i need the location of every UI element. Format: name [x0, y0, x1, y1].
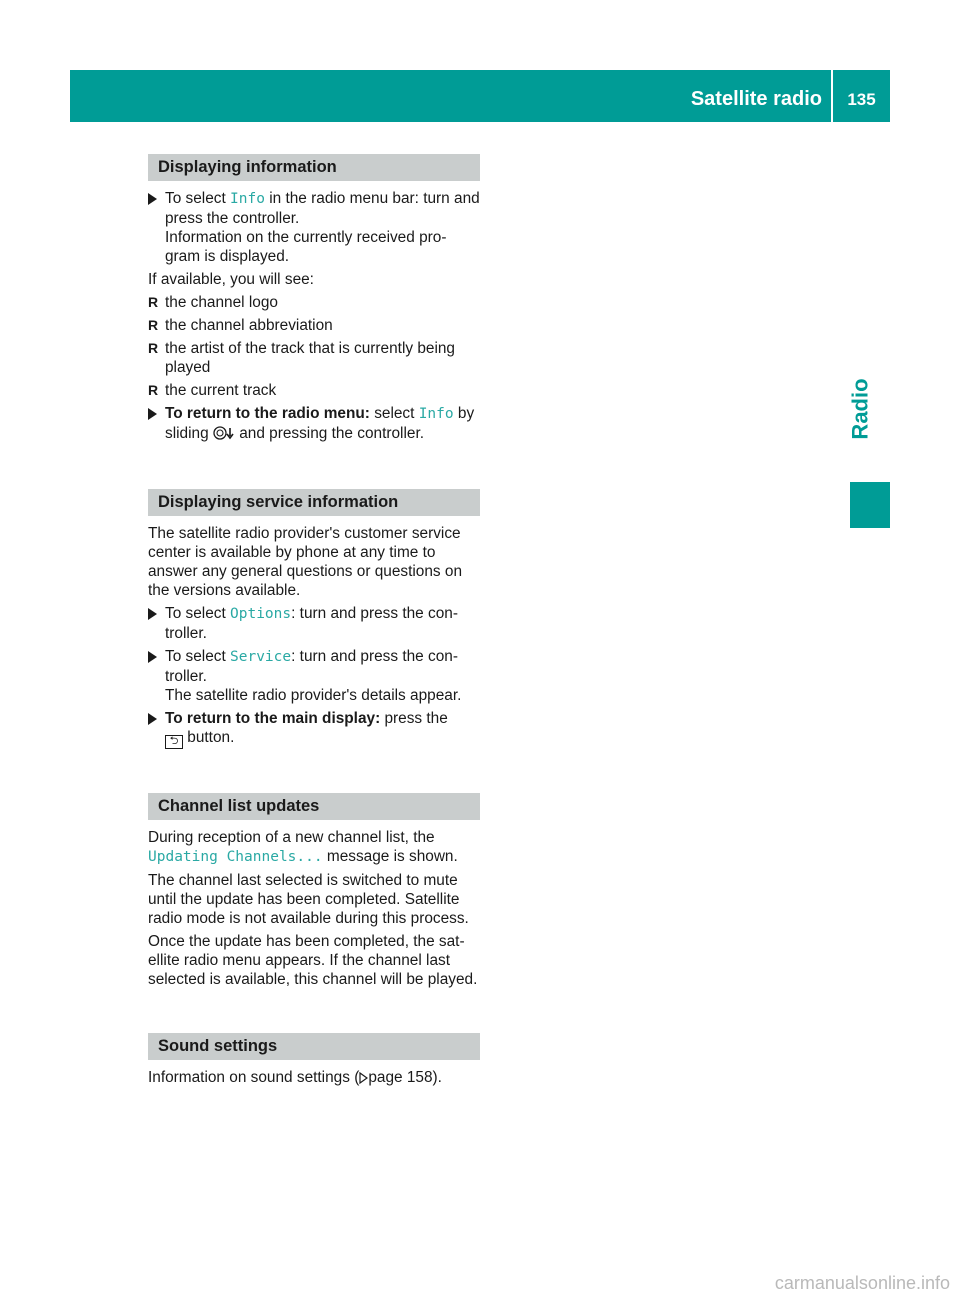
step-label: To return to the radio menu: [165, 405, 370, 422]
section-title-channel-list-updates: Channel list updates [148, 793, 480, 820]
step-result: The satellite radio provider's details appear. [165, 687, 462, 704]
step-text: sliding [165, 425, 213, 442]
menu-item-options: Options [230, 606, 292, 622]
step-text: in the radio menu bar: turn and press the controller. [165, 190, 480, 227]
menu-item-service: Service [230, 649, 292, 665]
step-arrow-icon [148, 651, 157, 663]
menu-item-info: Info [418, 406, 454, 422]
step-text: button. [183, 729, 235, 746]
page-header [70, 70, 890, 122]
section-title-service-information: Displaying service information [148, 489, 480, 516]
message-updating-channels: Updating Channels... [148, 849, 323, 865]
step-arrow-icon [148, 408, 157, 420]
menu-item-info: Info [230, 191, 265, 207]
step-select-options [148, 604, 480, 643]
list-item [148, 316, 480, 335]
step-text: press the [380, 710, 448, 727]
step-return-main-display [148, 709, 480, 749]
step-result: Information on the currently received pro-gram is displayed. [165, 229, 447, 265]
bullet-icon: R [148, 317, 159, 333]
channel-updates-p3: Once the update has been completed, the sat-ellite radio menu appears. If the channel last selected is available, this channel will be played. [148, 933, 478, 988]
bullet-icon: R [148, 340, 159, 356]
channel-updates-p1 [148, 828, 480, 867]
step-select-info [148, 189, 480, 266]
step-arrow-icon [148, 713, 157, 725]
step-text: : turn and press the con-troller. [165, 648, 458, 685]
list-item [148, 293, 480, 312]
para-text: Information on sound settings ( [148, 1069, 360, 1086]
step-select-service [148, 647, 480, 705]
back-button-icon: ⮌ [165, 735, 183, 749]
channel-updates-p2: The channel last selected is switched to mute until the update has been completed. Satellite radio mode is not available during this process. [148, 872, 469, 927]
list-item [148, 381, 480, 400]
page-number: 135 [847, 90, 876, 109]
list-item-text: the channel logo [165, 294, 278, 311]
chapter-title: Satellite radio [690, 88, 822, 110]
page-content [148, 154, 480, 1093]
page-reference-link[interactable]: page 158 [368, 1069, 433, 1086]
sound-settings-text [148, 1068, 480, 1089]
step-text: and pressing the controller. [234, 425, 424, 442]
step-return-radio-menu [148, 404, 480, 445]
page-ref-arrow-icon [359, 1070, 368, 1089]
bullet-icon: R [148, 294, 159, 310]
list-item-text: the channel abbreviation [165, 317, 333, 334]
list-item-text: the artist of the track that is currently being played [165, 340, 455, 376]
bullet-icon: R [148, 382, 159, 398]
step-text: by [453, 405, 475, 422]
controller-slide-icon [213, 426, 235, 445]
step-text: : turn and press the con-troller. [165, 605, 458, 642]
footer-watermark: carmanualsonline.info [774, 1273, 950, 1293]
side-tab-label: Radio [847, 378, 873, 440]
step-text: To select [165, 648, 231, 665]
step-text: select [369, 405, 419, 422]
list-item [148, 339, 480, 377]
if-available-text: If available, you will see: [148, 271, 314, 288]
step-text: To select [165, 605, 231, 622]
side-tab [830, 340, 890, 478]
section-title-sound-settings: Sound settings [148, 1033, 480, 1060]
para-text: ). [432, 1069, 442, 1086]
step-label: To return to the main display: [165, 710, 381, 727]
section-title-displaying-information: Displaying information [148, 154, 480, 181]
step-arrow-icon [148, 193, 157, 205]
list-item-text: the current track [165, 382, 277, 399]
para-text: During reception of a new channel list, the [148, 829, 435, 846]
side-tab-marker [850, 482, 890, 528]
service-intro: The satellite radio provider's customer service center is available by phone at any time to answer any general questions or questions on the versions available. [148, 525, 462, 599]
step-text: To select [165, 190, 231, 207]
step-arrow-icon [148, 608, 157, 620]
para-text: message is shown. [322, 848, 458, 865]
